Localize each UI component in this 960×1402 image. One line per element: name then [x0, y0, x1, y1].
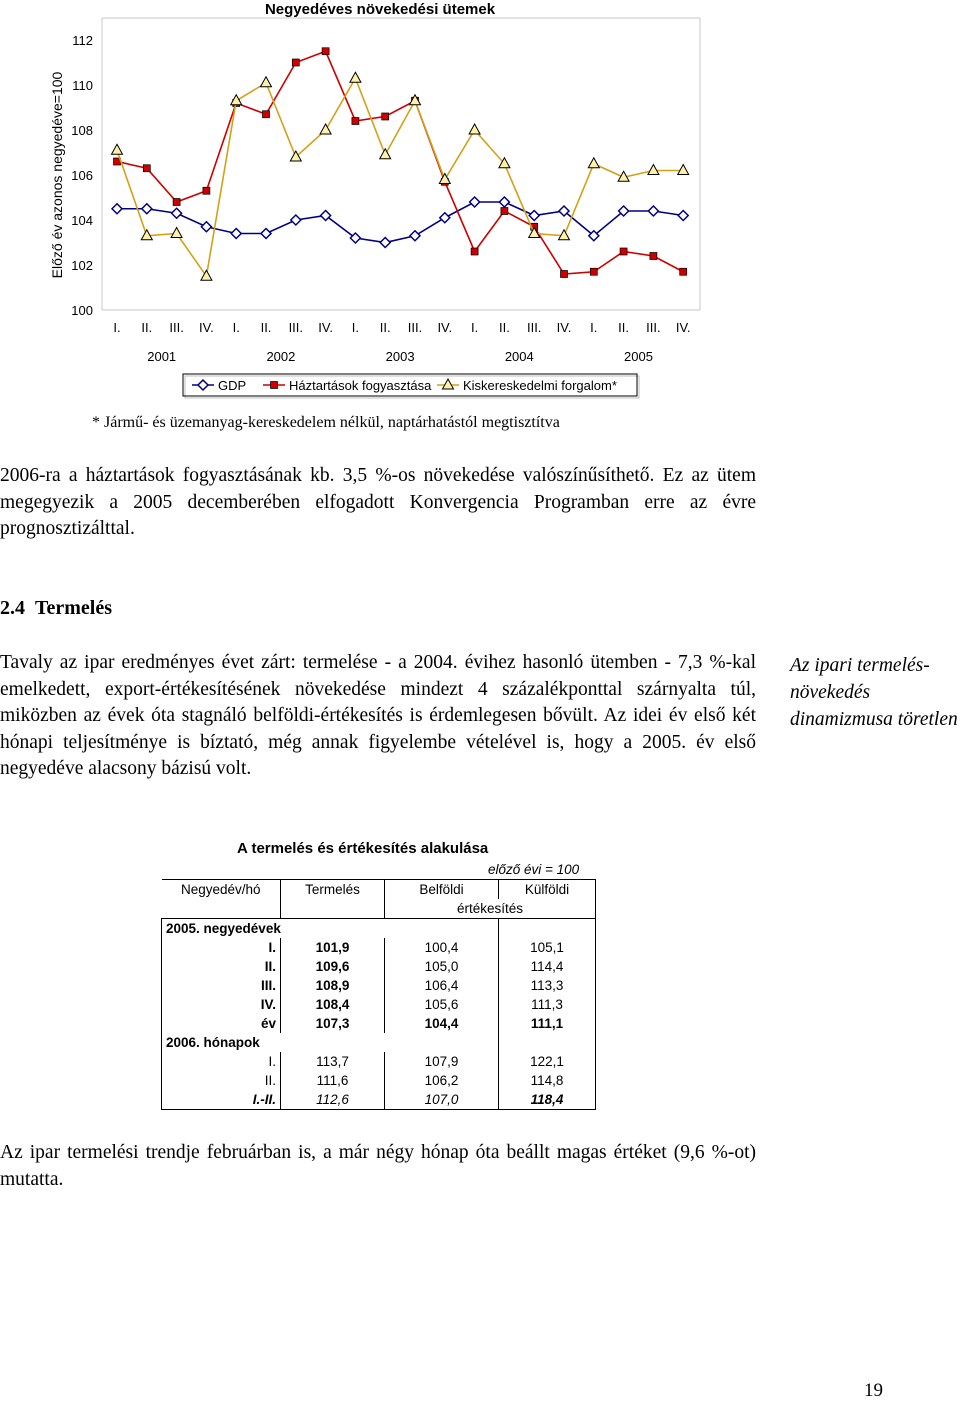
gdp-point [648, 206, 658, 216]
gdp-point [142, 204, 152, 214]
retail-point [648, 165, 659, 175]
table-row: I. 101,9 100,4 105,1 [162, 938, 596, 957]
production-table [161, 879, 596, 1110]
table-header-row-2 [162, 899, 596, 919]
table-row: III. 108,9 106,4 113,3 [162, 976, 596, 995]
y-tick-label: 102 [71, 258, 93, 273]
retail-point [678, 165, 689, 175]
section-heading [0, 597, 112, 620]
paragraph-consumption: 2006-ra a háztartások fogyasztásának kb. 3,5 %-os növekedése valószínűsíthető. Ez az ütem megegyezik a 2005 decemberében elfogadott Konvergencia Programban erre az évre prognosztizálttal. [0, 465, 756, 539]
retail-point [350, 72, 361, 82]
gdp-point [380, 238, 390, 248]
x-tick-label: II. [498, 320, 510, 335]
year-label: 2002 [266, 349, 296, 364]
consumption-point [680, 268, 687, 275]
x-tick-label: I. [113, 320, 121, 335]
header-foreign: Külföldi [499, 880, 596, 900]
retail-point [171, 228, 182, 238]
y-tick-label: 104 [71, 213, 93, 228]
retail-point [380, 149, 391, 159]
x-tick-label: I. [590, 320, 598, 335]
consumption-point [650, 253, 657, 260]
margin-note: Az ipari termelés-növekedés dinamizmusa töretlen [790, 655, 958, 730]
table-row: IV. 108,4 105,6 111,3 [162, 995, 596, 1014]
retail-point [261, 77, 272, 87]
x-tick-label: II. [260, 320, 272, 335]
y-tick-label: 100 [71, 303, 93, 318]
gdp-point [172, 208, 182, 218]
y-tick-label: 108 [71, 123, 93, 138]
gdp-point [291, 215, 301, 225]
gdp-point [499, 197, 509, 207]
section-label: 2005. negyedévek [162, 919, 385, 939]
consumption-point [352, 118, 359, 125]
x-tick-label: II. [141, 320, 153, 335]
gdp-point [440, 213, 450, 223]
y-tick-label: 110 [72, 78, 93, 93]
header-sales: értékesítés [385, 899, 596, 919]
x-tick-label: IV. [199, 320, 214, 335]
chart-title: Negyedéves növekedési ütemek [264, 1, 496, 18]
consumption-point [590, 268, 597, 275]
retail-point [112, 144, 123, 154]
retail-point [320, 124, 331, 134]
table-row: II. 109,6 105,0 114,4 [162, 957, 596, 976]
x-tick-label: IV. [437, 320, 453, 335]
consumption-point [382, 113, 389, 120]
legend-consumption-marker [271, 382, 278, 389]
retail-point [439, 174, 450, 184]
y-tick-label: 106 [71, 168, 93, 183]
table-row-year: év 107,3 104,4 111,1 [162, 1014, 596, 1033]
table-row-total: I.-II. 112,6 107,0 118,4 [162, 1090, 596, 1110]
gdp-point [112, 204, 122, 214]
table-subtitle: előző évi = 100 [488, 862, 580, 877]
gdp-point [410, 231, 420, 241]
x-tick-label: III. [526, 320, 542, 335]
retail-point [410, 95, 421, 105]
y-axis-label: Előző év azonos negyedéve=100 [49, 71, 65, 279]
x-tick-label: III. [407, 320, 423, 335]
year-label: 2001 [147, 349, 177, 364]
consumption-point [143, 165, 150, 172]
year-label: 2003 [385, 349, 415, 364]
x-tick-label: I. [351, 320, 360, 335]
legend-consumption-label: Háztartások fogyasztása [289, 378, 432, 393]
section-label: 2006. hónapok [162, 1033, 385, 1052]
consumption-point [561, 271, 568, 278]
table-row: II. 111,6 106,2 114,8 [162, 1071, 596, 1090]
consumption-point [471, 248, 478, 255]
x-tick-label: II. [379, 320, 391, 335]
consumption-point [620, 248, 627, 255]
retail-point [588, 158, 599, 168]
table-title: A termelés és értékesítés alakulása [237, 840, 489, 857]
header-period: Negyedév/hó [162, 880, 281, 900]
plot-area [102, 18, 700, 310]
paragraph-production: Tavaly az ipar eredményes évet zárt: termelése - a 2004. évihez hasonló ütemben - 7,3 %-kal emelkedett, export-értékesítésének növekedése mindezt 4 százalékponttal szárnyalta túl, miközben az évek óta stagnáló belföldi-értékesítés is érdemlegesen bővült. Az idei év első két hónapi teljesítménye is bíztató, még annak figyelembe vételével is, hogy a 2005. év első negyedéve alacsony bázisú volt. [0, 652, 756, 779]
consumption-point [263, 111, 270, 118]
legend-retail-label: Kiskereskedelmi forgalom* [463, 378, 617, 393]
table-row: I. 113,7 107,9 122,1 [162, 1052, 596, 1071]
consumption-point [322, 48, 329, 55]
retail-point [469, 124, 480, 134]
retail-point [231, 95, 242, 105]
gdp-point [261, 229, 271, 239]
consumption-point [173, 199, 180, 206]
section-row-2006 [162, 1033, 596, 1052]
x-tick-label: I. [470, 320, 479, 335]
gdp-point [529, 211, 539, 221]
y-tick-label: 112 [72, 33, 93, 48]
consumption-point [292, 59, 299, 66]
consumption-line [117, 51, 683, 274]
chart-footnote: * Jármű- és üzemanyag-kereskedelem nélkül, naptárhatástól megtisztítva [92, 414, 560, 431]
consumption-point [501, 208, 508, 215]
header-domestic: Belföldi [385, 880, 499, 900]
gdp-point [678, 211, 688, 221]
x-tick-label: II. [618, 320, 630, 335]
x-tick-label: III. [646, 320, 661, 335]
header-production: Termelés [281, 880, 385, 900]
gdp-point [201, 222, 211, 232]
table-header-row [162, 880, 596, 900]
year-label: 2004 [504, 349, 534, 364]
section-row-2005 [162, 919, 596, 939]
gdp-point [470, 197, 480, 207]
x-tick-label: III. [288, 320, 304, 335]
gdp-point [231, 229, 241, 239]
paragraph-trend: Az ipar termelési trendje februárban is, a már négy hónap óta beállt magas értéket (9,6 %-ot) mutatta. [0, 1142, 756, 1190]
x-tick-label: IV. [318, 320, 333, 335]
x-tick-label: III. [169, 320, 184, 335]
x-tick-label: IV. [556, 320, 572, 335]
legend-gdp-label: GDP [218, 378, 247, 393]
page-number: 19 [864, 1380, 883, 1401]
section-number: 2.4 [0, 597, 25, 619]
chart-legend [183, 374, 639, 398]
section-title: Termelés [35, 597, 113, 619]
x-tick-label: I. [232, 320, 240, 335]
x-tick-label: IV. [675, 320, 691, 335]
year-label: 2005 [624, 349, 653, 364]
growth-rate-chart [0, 0, 960, 410]
consumption-point [203, 187, 210, 194]
